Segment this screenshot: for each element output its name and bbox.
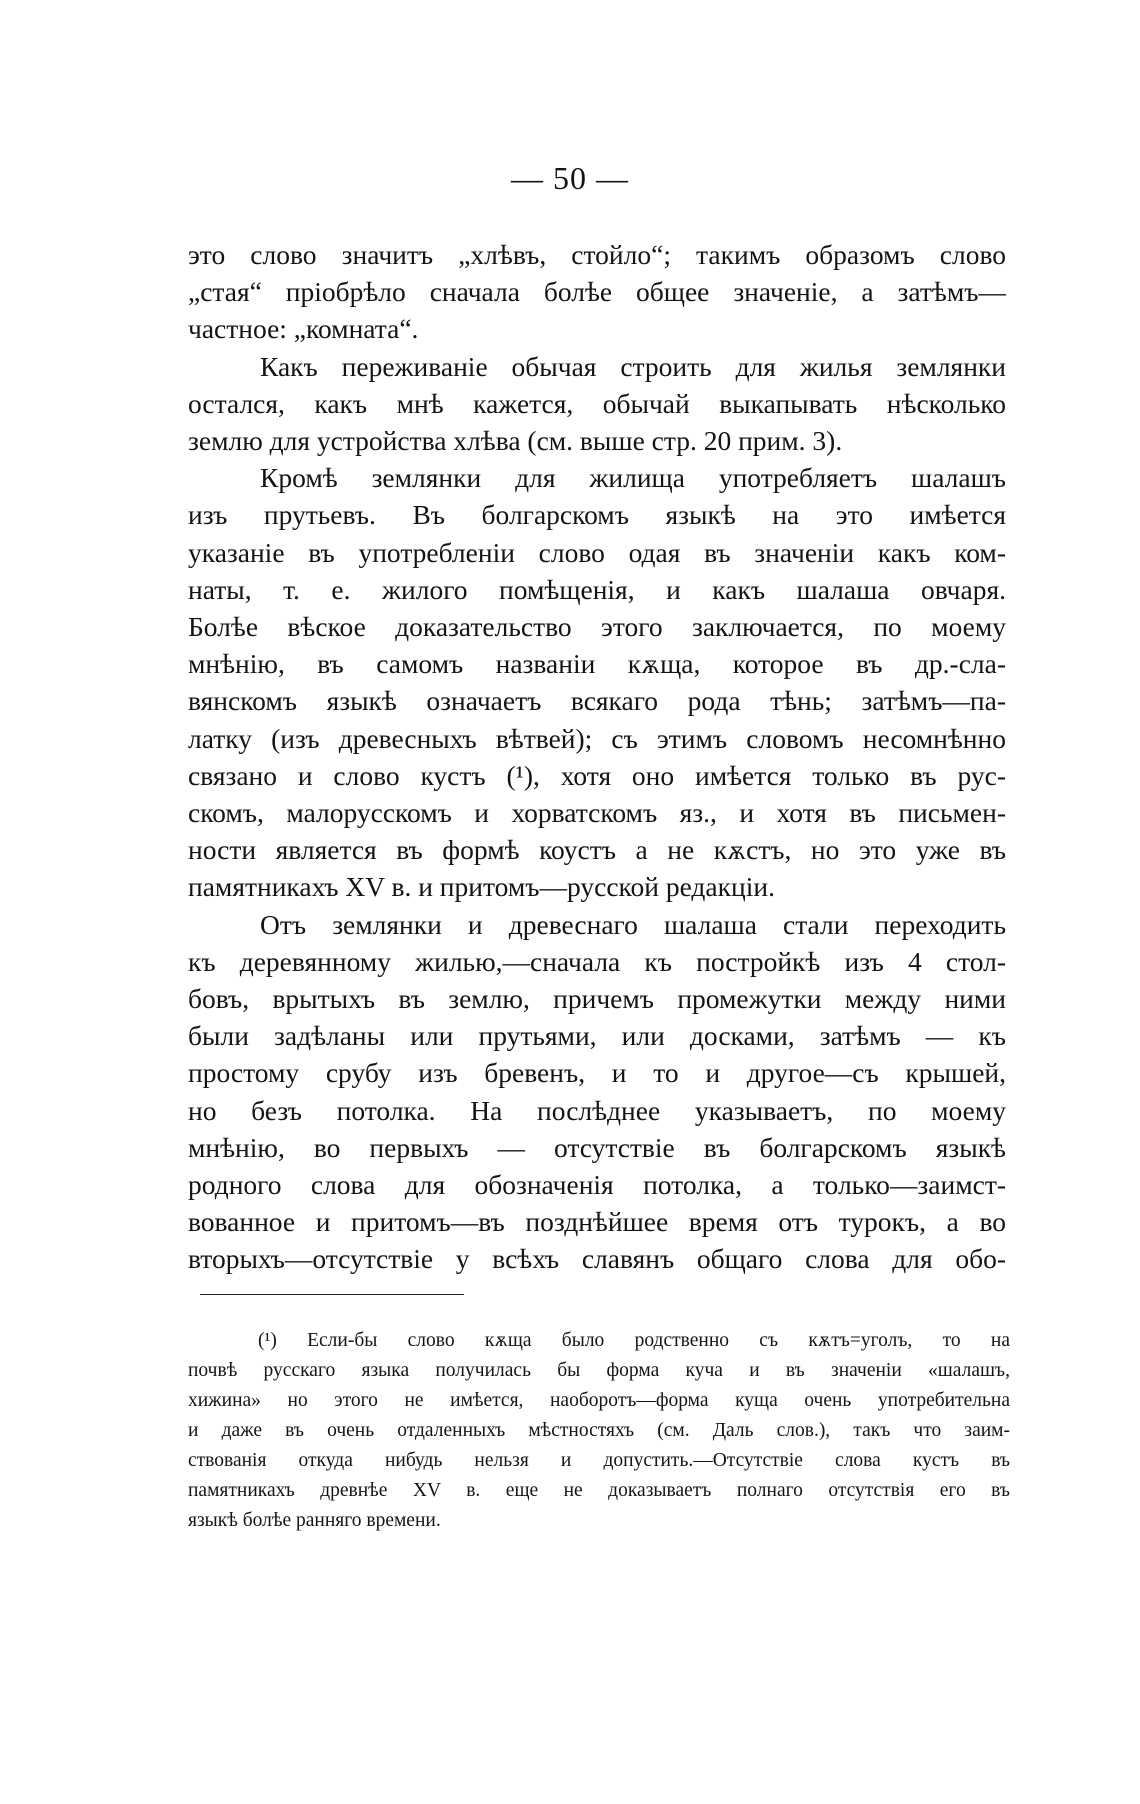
text-line: мнѣнію, въ самомъ названіи кѫща, которое въ др.-сла- [188,648,1006,680]
text-line: но безъ потолка. На послѣднее указываетъ, по моему [188,1094,1006,1126]
text-line: Кромѣ землянки для жилища употребляетъ шалашъ [260,462,1006,494]
text-line: землю для устройства хлѣва (см. выше стр. 20 прим. 3). [188,425,843,457]
footnote-line: и даже въ очень отдаленныхъ мѣстностяхъ (см. Даль слов.), такъ что заим- [188,1420,1010,1441]
text-line: простому срубу изъ бревенъ, и то и другое—съ крышей, [188,1057,1006,1089]
footnote-divider [200,1294,464,1295]
text-line: памятникахъ XV в. и притомъ—русской редакціи. [188,871,775,903]
text-line: остался, какъ мнѣ кажется, обычай выкапывать нѣсколько [188,387,1006,419]
text-line: скомъ, малорусскомъ и хорватскомъ яз., и хотя въ письмен- [188,797,1006,829]
text-line: частное: „комната“. [188,313,419,345]
text-line: связано и слово кустъ (¹), хотя оно имѣется только въ рус- [188,759,1006,791]
main-text [188,236,1006,1278]
text-line: Какъ переживаніе обычая строить для жилья землянки [260,350,1006,382]
footnote-line: ствованія откуда нибудь нельзя и допустить.—Отсутствіе слова кустъ въ [188,1450,1010,1471]
text-line: „стая“ пріобрѣло сначала болѣе общее значеніе, а затѣмъ— [188,276,1006,308]
text-line: были задѣланы или прутьями, или досками, затѣмъ — къ [188,1020,1006,1052]
page-number: — 50 — [511,160,629,196]
text-line: къ деревянному жилью,—сначала къ постройкѣ изъ 4 стол- [188,945,1006,977]
text-line: мнѣнію, во первыхъ — отсутствіе въ болгарскомъ языкѣ [188,1131,1006,1163]
footnote-line: почвѣ русскаго языка получилась бы форма куча и въ значеніи «шалашъ, [188,1360,1010,1381]
footnote [188,1326,1010,1536]
text-line: вянскомъ языкѣ означаетъ всякаго рода тѣнь; затѣмъ—па- [188,685,1006,717]
text-line: вторыхъ—отсутствіе у всѣхъ славянъ общаго слова для обо- [188,1243,1006,1275]
text-line: указаніе въ употребленіи слово одая въ значеніи какъ ком- [188,536,1006,568]
footnote-line: (¹) Если-бы слово кѫща было родственно съ кѫтъ=уголъ, то на [258,1330,1010,1351]
text-line: Болѣе вѣское доказательство этого заключается, по моему [188,611,1006,643]
footnote-line: памятникахъ древнѣе XV в. еще не доказываетъ полнаго отсутствія его въ [188,1480,1010,1501]
text-line: родного слова для обозначенія потолка, а только—заимст- [188,1169,1006,1201]
text-line: Отъ землянки и древеснаго шалаша стали переходить [260,908,1006,940]
text-line: вованное и притомъ—въ позднѣйшее время отъ турокъ, а во [188,1206,1006,1238]
text-line: латку (изъ древесныхъ вѣтвей); съ этимъ словомъ несомнѣнно [188,722,1006,754]
footnote-line: языкѣ болѣе ранняго времени. [188,1510,441,1531]
text-line: это слово значитъ „хлѣвъ, стойло“; такимъ образомъ слово [188,239,1006,270]
text-line: бовъ, врытыхъ въ землю, причемъ промежутки между ними [188,983,1006,1015]
text-line: ности является въ формѣ коустъ а не кѫстъ, но это уже въ [188,834,1006,866]
text-line: изъ прутьевъ. Въ болгарскомъ языкѣ на это имѣется [188,499,1006,531]
text-line: наты, т. е. жилого помѣщенія, и какъ шалаша овчаря. [188,573,1006,605]
footnote-line: хижина» но этого не имѣется, наоборотъ—форма куща очень употребительна [188,1390,1010,1411]
